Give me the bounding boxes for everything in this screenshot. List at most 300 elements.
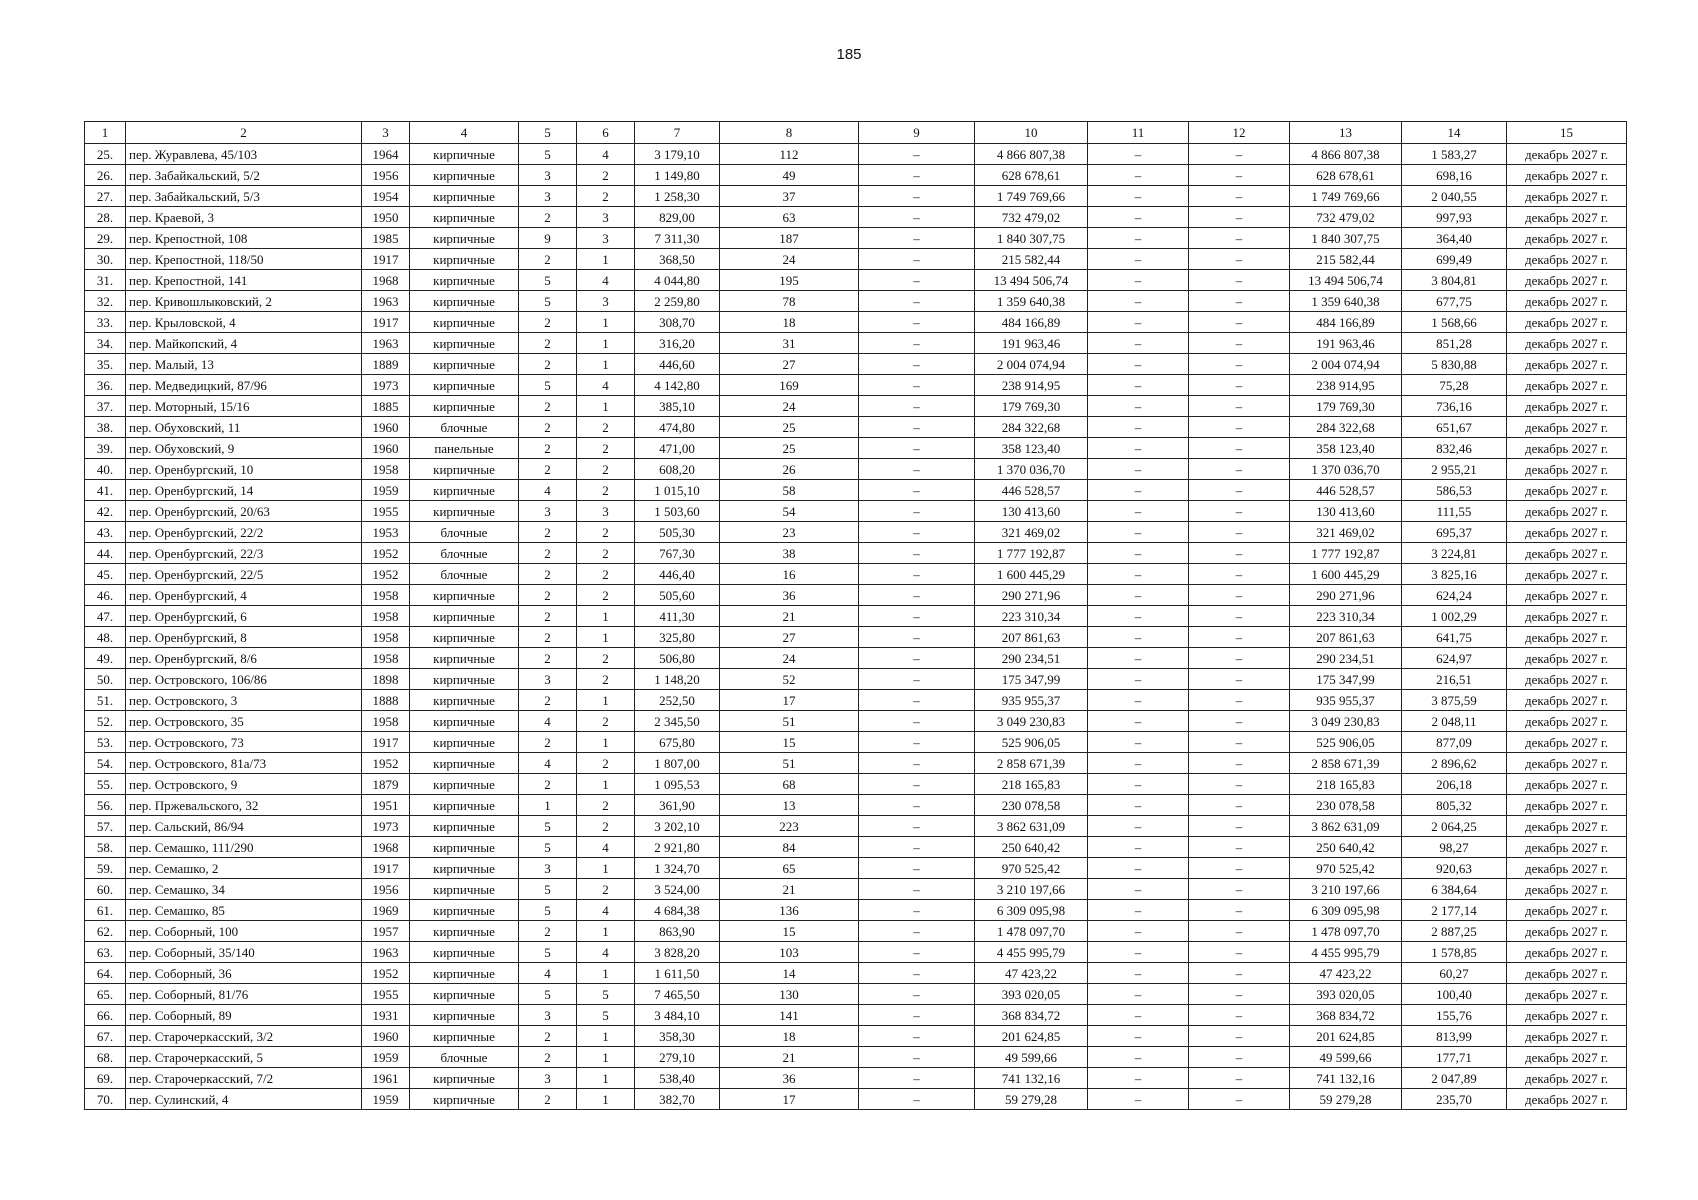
cell-deadline: декабрь 2027 г. <box>1507 732 1627 753</box>
cell-area: 1 503,60 <box>635 501 720 522</box>
cell-area: 1 015,10 <box>635 480 720 501</box>
cell-deadline: декабрь 2027 г. <box>1507 816 1627 837</box>
cell-cost-13: 13 494 506,74 <box>1290 270 1402 291</box>
cell-wall-material: кирпичные <box>410 690 519 711</box>
cell-residents: 36 <box>720 585 859 606</box>
cell-area: 411,30 <box>635 606 720 627</box>
cell-row-number: 29. <box>85 228 126 249</box>
cell-col-9: – <box>859 375 975 396</box>
cell-col-11: – <box>1088 186 1189 207</box>
cell-entrances: 1 <box>577 858 635 879</box>
cell-residents: 36 <box>720 1068 859 1089</box>
cell-col-12: – <box>1189 711 1290 732</box>
cell-row-number: 35. <box>85 354 126 375</box>
cell-floors: 2 <box>519 354 577 375</box>
cell-col-9: – <box>859 648 975 669</box>
cell-col-12: – <box>1189 816 1290 837</box>
table-body <box>85 144 1627 1110</box>
cell-build-year: 1955 <box>362 501 410 522</box>
table-row <box>85 291 1627 312</box>
cell-col-9: – <box>859 921 975 942</box>
cell-floors: 2 <box>519 522 577 543</box>
cell-entrances: 1 <box>577 333 635 354</box>
cell-address: пер. Соборный, 100 <box>126 921 362 942</box>
cell-residents: 27 <box>720 627 859 648</box>
table-row <box>85 270 1627 291</box>
cell-entrances: 1 <box>577 396 635 417</box>
cell-wall-material: кирпичные <box>410 585 519 606</box>
cell-entrances: 1 <box>577 1089 635 1110</box>
cell-wall-material: кирпичные <box>410 501 519 522</box>
cell-col-11: – <box>1088 1068 1189 1089</box>
column-header-2: 2 <box>126 122 362 144</box>
cell-residents: 21 <box>720 606 859 627</box>
cell-col-11: – <box>1088 438 1189 459</box>
cell-build-year: 1888 <box>362 690 410 711</box>
cell-residents: 17 <box>720 1089 859 1110</box>
cell-cost-per-sqm: 177,71 <box>1402 1047 1507 1068</box>
cell-wall-material: кирпичные <box>410 249 519 270</box>
cell-address: пер. Сулинский, 4 <box>126 1089 362 1110</box>
table-row <box>85 879 1627 900</box>
column-header-1: 1 <box>85 122 126 144</box>
cell-deadline: декабрь 2027 г. <box>1507 501 1627 522</box>
cell-col-9: – <box>859 438 975 459</box>
cell-total-cost: 1 840 307,75 <box>975 228 1088 249</box>
cell-col-12: – <box>1189 858 1290 879</box>
cell-residents: 24 <box>720 648 859 669</box>
cell-build-year: 1963 <box>362 333 410 354</box>
cell-deadline: декабрь 2027 г. <box>1507 480 1627 501</box>
cell-total-cost: 13 494 506,74 <box>975 270 1088 291</box>
table-row <box>85 585 1627 606</box>
table-row <box>85 1005 1627 1026</box>
cell-total-cost: 2 004 074,94 <box>975 354 1088 375</box>
cell-residents: 24 <box>720 396 859 417</box>
cell-cost-per-sqm: 5 830,88 <box>1402 354 1507 375</box>
cell-col-11: – <box>1088 543 1189 564</box>
cell-floors: 3 <box>519 858 577 879</box>
cell-area: 325,80 <box>635 627 720 648</box>
cell-build-year: 1958 <box>362 648 410 669</box>
cell-deadline: декабрь 2027 г. <box>1507 606 1627 627</box>
cell-row-number: 37. <box>85 396 126 417</box>
cell-deadline: декабрь 2027 г. <box>1507 291 1627 312</box>
cell-deadline: декабрь 2027 г. <box>1507 711 1627 732</box>
table-row <box>85 522 1627 543</box>
cell-entrances: 4 <box>577 375 635 396</box>
cell-floors: 3 <box>519 1005 577 1026</box>
table-row <box>85 543 1627 564</box>
cell-area: 7 311,30 <box>635 228 720 249</box>
column-header-5: 5 <box>519 122 577 144</box>
cell-deadline: декабрь 2027 г. <box>1507 333 1627 354</box>
cell-cost-13: 3 210 197,66 <box>1290 879 1402 900</box>
cell-address: пер. Островского, 35 <box>126 711 362 732</box>
cell-address: пер. Оренбургский, 20/63 <box>126 501 362 522</box>
cell-residents: 15 <box>720 921 859 942</box>
table-row <box>85 690 1627 711</box>
cell-row-number: 63. <box>85 942 126 963</box>
table-row <box>85 480 1627 501</box>
cell-deadline: декабрь 2027 г. <box>1507 144 1627 165</box>
cell-residents: 38 <box>720 543 859 564</box>
cell-col-11: – <box>1088 1089 1189 1110</box>
cell-residents: 141 <box>720 1005 859 1026</box>
cell-col-9: – <box>859 270 975 291</box>
cell-cost-per-sqm: 60,27 <box>1402 963 1507 984</box>
cell-col-11: – <box>1088 900 1189 921</box>
cell-area: 385,10 <box>635 396 720 417</box>
cell-total-cost: 628 678,61 <box>975 165 1088 186</box>
cell-entrances: 1 <box>577 1068 635 1089</box>
cell-residents: 58 <box>720 480 859 501</box>
cell-col-12: – <box>1189 543 1290 564</box>
cell-total-cost: 49 599,66 <box>975 1047 1088 1068</box>
cell-floors: 5 <box>519 270 577 291</box>
cell-floors: 5 <box>519 375 577 396</box>
cell-floors: 2 <box>519 732 577 753</box>
cell-cost-per-sqm: 364,40 <box>1402 228 1507 249</box>
cell-col-12: – <box>1189 963 1290 984</box>
cell-col-11: – <box>1088 1005 1189 1026</box>
cell-entrances: 2 <box>577 753 635 774</box>
cell-col-12: – <box>1189 921 1290 942</box>
cell-total-cost: 191 963,46 <box>975 333 1088 354</box>
cell-col-11: – <box>1088 879 1189 900</box>
cell-entrances: 4 <box>577 144 635 165</box>
column-header-13: 13 <box>1290 122 1402 144</box>
cell-build-year: 1968 <box>362 837 410 858</box>
cell-cost-per-sqm: 641,75 <box>1402 627 1507 648</box>
cell-total-cost: 3 049 230,83 <box>975 711 1088 732</box>
cell-build-year: 1955 <box>362 984 410 1005</box>
cell-residents: 37 <box>720 186 859 207</box>
cell-cost-13: 250 640,42 <box>1290 837 1402 858</box>
cell-total-cost: 6 309 095,98 <box>975 900 1088 921</box>
cell-col-9: – <box>859 585 975 606</box>
cell-cost-13: 525 906,05 <box>1290 732 1402 753</box>
cell-cost-13: 1 777 192,87 <box>1290 543 1402 564</box>
cell-cost-per-sqm: 3 875,59 <box>1402 690 1507 711</box>
cell-entrances: 2 <box>577 459 635 480</box>
cell-deadline: декабрь 2027 г. <box>1507 270 1627 291</box>
cell-cost-13: 290 271,96 <box>1290 585 1402 606</box>
cell-area: 474,80 <box>635 417 720 438</box>
cell-address: пер. Старочеркасский, 7/2 <box>126 1068 362 1089</box>
cell-total-cost: 4 455 995,79 <box>975 942 1088 963</box>
cell-wall-material: кирпичные <box>410 795 519 816</box>
cell-col-9: – <box>859 774 975 795</box>
cell-total-cost: 238 914,95 <box>975 375 1088 396</box>
cell-wall-material: кирпичные <box>410 774 519 795</box>
cell-cost-13: 1 370 036,70 <box>1290 459 1402 480</box>
cell-row-number: 32. <box>85 291 126 312</box>
cell-entrances: 1 <box>577 774 635 795</box>
cell-area: 4 684,38 <box>635 900 720 921</box>
cell-cost-per-sqm: 235,70 <box>1402 1089 1507 1110</box>
cell-total-cost: 201 624,85 <box>975 1026 1088 1047</box>
cell-entrances: 1 <box>577 1047 635 1068</box>
cell-wall-material: кирпичные <box>410 984 519 1005</box>
cell-address: пер. Соборный, 81/76 <box>126 984 362 1005</box>
table-row <box>85 984 1627 1005</box>
cell-total-cost: 218 165,83 <box>975 774 1088 795</box>
table-row <box>85 186 1627 207</box>
cell-build-year: 1968 <box>362 270 410 291</box>
cell-area: 506,80 <box>635 648 720 669</box>
housing-registry-table <box>84 121 1627 1110</box>
cell-deadline: декабрь 2027 г. <box>1507 354 1627 375</box>
cell-wall-material: панельные <box>410 438 519 459</box>
table-row <box>85 144 1627 165</box>
cell-address: пер. Крепостной, 108 <box>126 228 362 249</box>
cell-area: 4 044,80 <box>635 270 720 291</box>
cell-total-cost: 290 271,96 <box>975 585 1088 606</box>
cell-cost-per-sqm: 206,18 <box>1402 774 1507 795</box>
cell-col-9: – <box>859 312 975 333</box>
cell-cost-13: 47 423,22 <box>1290 963 1402 984</box>
cell-cost-per-sqm: 75,28 <box>1402 375 1507 396</box>
cell-entrances: 2 <box>577 711 635 732</box>
cell-cost-13: 130 413,60 <box>1290 501 1402 522</box>
cell-col-11: – <box>1088 732 1189 753</box>
cell-col-11: – <box>1088 753 1189 774</box>
column-header-8: 8 <box>720 122 859 144</box>
cell-floors: 3 <box>519 1068 577 1089</box>
cell-total-cost: 1 777 192,87 <box>975 543 1088 564</box>
cell-address: пер. Оренбургский, 22/3 <box>126 543 362 564</box>
cell-cost-13: 1 840 307,75 <box>1290 228 1402 249</box>
cell-wall-material: кирпичные <box>410 963 519 984</box>
cell-residents: 21 <box>720 1047 859 1068</box>
cell-address: пер. Крепостной, 118/50 <box>126 249 362 270</box>
cell-build-year: 1960 <box>362 1026 410 1047</box>
cell-entrances: 4 <box>577 900 635 921</box>
cell-residents: 169 <box>720 375 859 396</box>
cell-total-cost: 484 166,89 <box>975 312 1088 333</box>
cell-total-cost: 970 525,42 <box>975 858 1088 879</box>
cell-area: 1 807,00 <box>635 753 720 774</box>
cell-entrances: 2 <box>577 480 635 501</box>
cell-floors: 4 <box>519 753 577 774</box>
cell-wall-material: кирпичные <box>410 606 519 627</box>
cell-wall-material: кирпичные <box>410 396 519 417</box>
cell-build-year: 1963 <box>362 291 410 312</box>
cell-address: пер. Семашко, 2 <box>126 858 362 879</box>
cell-col-12: – <box>1189 1089 1290 1110</box>
cell-address: пер. Семашко, 85 <box>126 900 362 921</box>
cell-row-number: 38. <box>85 417 126 438</box>
cell-build-year: 1985 <box>362 228 410 249</box>
cell-cost-13: 230 078,58 <box>1290 795 1402 816</box>
cell-area: 368,50 <box>635 249 720 270</box>
cell-row-number: 25. <box>85 144 126 165</box>
cell-floors: 2 <box>519 921 577 942</box>
cell-floors: 2 <box>519 774 577 795</box>
cell-build-year: 1931 <box>362 1005 410 1026</box>
cell-col-12: – <box>1189 480 1290 501</box>
cell-residents: 68 <box>720 774 859 795</box>
cell-address: пер. Оренбургский, 8 <box>126 627 362 648</box>
cell-col-12: – <box>1189 795 1290 816</box>
cell-cost-per-sqm: 1 568,66 <box>1402 312 1507 333</box>
cell-residents: 136 <box>720 900 859 921</box>
cell-col-12: – <box>1189 1068 1290 1089</box>
cell-entrances: 1 <box>577 963 635 984</box>
cell-address: пер. Сальский, 86/94 <box>126 816 362 837</box>
cell-cost-13: 191 963,46 <box>1290 333 1402 354</box>
cell-entrances: 3 <box>577 228 635 249</box>
cell-row-number: 48. <box>85 627 126 648</box>
cell-col-9: – <box>859 354 975 375</box>
cell-residents: 23 <box>720 522 859 543</box>
cell-col-11: – <box>1088 375 1189 396</box>
cell-row-number: 65. <box>85 984 126 1005</box>
cell-area: 471,00 <box>635 438 720 459</box>
cell-total-cost: 1 600 445,29 <box>975 564 1088 585</box>
cell-floors: 2 <box>519 627 577 648</box>
cell-total-cost: 175 347,99 <box>975 669 1088 690</box>
cell-col-12: – <box>1189 942 1290 963</box>
cell-residents: 51 <box>720 753 859 774</box>
cell-col-9: – <box>859 564 975 585</box>
table-row <box>85 165 1627 186</box>
table-row <box>85 606 1627 627</box>
cell-wall-material: кирпичные <box>410 837 519 858</box>
cell-col-11: – <box>1088 396 1189 417</box>
cell-floors: 3 <box>519 186 577 207</box>
cell-total-cost: 741 132,16 <box>975 1068 1088 1089</box>
cell-col-12: – <box>1189 1005 1290 1026</box>
cell-cost-per-sqm: 997,93 <box>1402 207 1507 228</box>
cell-col-9: – <box>859 291 975 312</box>
cell-cost-per-sqm: 3 224,81 <box>1402 543 1507 564</box>
cell-col-11: – <box>1088 417 1189 438</box>
cell-col-11: – <box>1088 1047 1189 1068</box>
cell-entrances: 1 <box>577 690 635 711</box>
cell-floors: 5 <box>519 879 577 900</box>
cell-entrances: 1 <box>577 606 635 627</box>
cell-cost-per-sqm: 624,97 <box>1402 648 1507 669</box>
cell-address: пер. Островского, 106/86 <box>126 669 362 690</box>
cell-build-year: 1959 <box>362 1047 410 1068</box>
cell-col-11: – <box>1088 837 1189 858</box>
cell-floors: 2 <box>519 585 577 606</box>
header-row <box>85 122 1627 144</box>
cell-entrances: 5 <box>577 984 635 1005</box>
cell-floors: 5 <box>519 837 577 858</box>
cell-deadline: декабрь 2027 г. <box>1507 1047 1627 1068</box>
cell-wall-material: кирпичные <box>410 879 519 900</box>
cell-col-12: – <box>1189 648 1290 669</box>
table-row <box>85 774 1627 795</box>
cell-deadline: декабрь 2027 г. <box>1507 1005 1627 1026</box>
cell-wall-material: блочные <box>410 522 519 543</box>
cell-wall-material: кирпичные <box>410 816 519 837</box>
cell-entrances: 2 <box>577 585 635 606</box>
cell-residents: 51 <box>720 711 859 732</box>
cell-wall-material: блочные <box>410 543 519 564</box>
cell-deadline: декабрь 2027 г. <box>1507 228 1627 249</box>
cell-residents: 223 <box>720 816 859 837</box>
cell-floors: 2 <box>519 564 577 585</box>
cell-wall-material: кирпичные <box>410 354 519 375</box>
cell-total-cost: 179 769,30 <box>975 396 1088 417</box>
table-row <box>85 795 1627 816</box>
cell-cost-per-sqm: 624,24 <box>1402 585 1507 606</box>
cell-row-number: 58. <box>85 837 126 858</box>
cell-cost-per-sqm: 651,67 <box>1402 417 1507 438</box>
cell-cost-per-sqm: 2 040,55 <box>1402 186 1507 207</box>
cell-entrances: 2 <box>577 522 635 543</box>
cell-deadline: декабрь 2027 г. <box>1507 921 1627 942</box>
cell-area: 767,30 <box>635 543 720 564</box>
cell-col-11: – <box>1088 522 1189 543</box>
cell-col-11: – <box>1088 711 1189 732</box>
cell-floors: 2 <box>519 543 577 564</box>
cell-col-9: – <box>859 837 975 858</box>
cell-cost-per-sqm: 2 047,89 <box>1402 1068 1507 1089</box>
cell-entrances: 1 <box>577 354 635 375</box>
cell-cost-per-sqm: 832,46 <box>1402 438 1507 459</box>
cell-deadline: декабрь 2027 г. <box>1507 543 1627 564</box>
cell-cost-13: 207 861,63 <box>1290 627 1402 648</box>
cell-build-year: 1953 <box>362 522 410 543</box>
cell-build-year: 1957 <box>362 921 410 942</box>
cell-deadline: декабрь 2027 г. <box>1507 774 1627 795</box>
cell-row-number: 70. <box>85 1089 126 1110</box>
cell-cost-13: 4 866 807,38 <box>1290 144 1402 165</box>
cell-wall-material: блочные <box>410 564 519 585</box>
cell-col-12: – <box>1189 522 1290 543</box>
cell-col-11: – <box>1088 459 1189 480</box>
cell-col-11: – <box>1088 816 1189 837</box>
cell-row-number: 41. <box>85 480 126 501</box>
cell-address: пер. Обуховский, 9 <box>126 438 362 459</box>
cell-build-year: 1952 <box>362 963 410 984</box>
column-header-9: 9 <box>859 122 975 144</box>
cell-row-number: 47. <box>85 606 126 627</box>
cell-residents: 15 <box>720 732 859 753</box>
cell-area: 1 611,50 <box>635 963 720 984</box>
cell-address: пер. Островского, 9 <box>126 774 362 795</box>
cell-residents: 13 <box>720 795 859 816</box>
cell-total-cost: 47 423,22 <box>975 963 1088 984</box>
cell-row-number: 50. <box>85 669 126 690</box>
cell-cost-13: 628 678,61 <box>1290 165 1402 186</box>
cell-cost-per-sqm: 1 578,85 <box>1402 942 1507 963</box>
cell-wall-material: кирпичные <box>410 165 519 186</box>
cell-build-year: 1963 <box>362 942 410 963</box>
cell-build-year: 1954 <box>362 186 410 207</box>
cell-col-9: – <box>859 249 975 270</box>
cell-residents: 63 <box>720 207 859 228</box>
cell-entrances: 1 <box>577 732 635 753</box>
cell-residents: 18 <box>720 1026 859 1047</box>
cell-col-12: – <box>1189 1026 1290 1047</box>
cell-col-11: – <box>1088 585 1189 606</box>
cell-deadline: декабрь 2027 г. <box>1507 417 1627 438</box>
cell-total-cost: 215 582,44 <box>975 249 1088 270</box>
cell-address: пер. Оренбургский, 14 <box>126 480 362 501</box>
cell-col-11: – <box>1088 669 1189 690</box>
cell-deadline: декабрь 2027 г. <box>1507 900 1627 921</box>
cell-address: пер. Старочеркасский, 5 <box>126 1047 362 1068</box>
cell-col-12: – <box>1189 270 1290 291</box>
cell-entrances: 4 <box>577 837 635 858</box>
cell-deadline: декабрь 2027 г. <box>1507 1068 1627 1089</box>
